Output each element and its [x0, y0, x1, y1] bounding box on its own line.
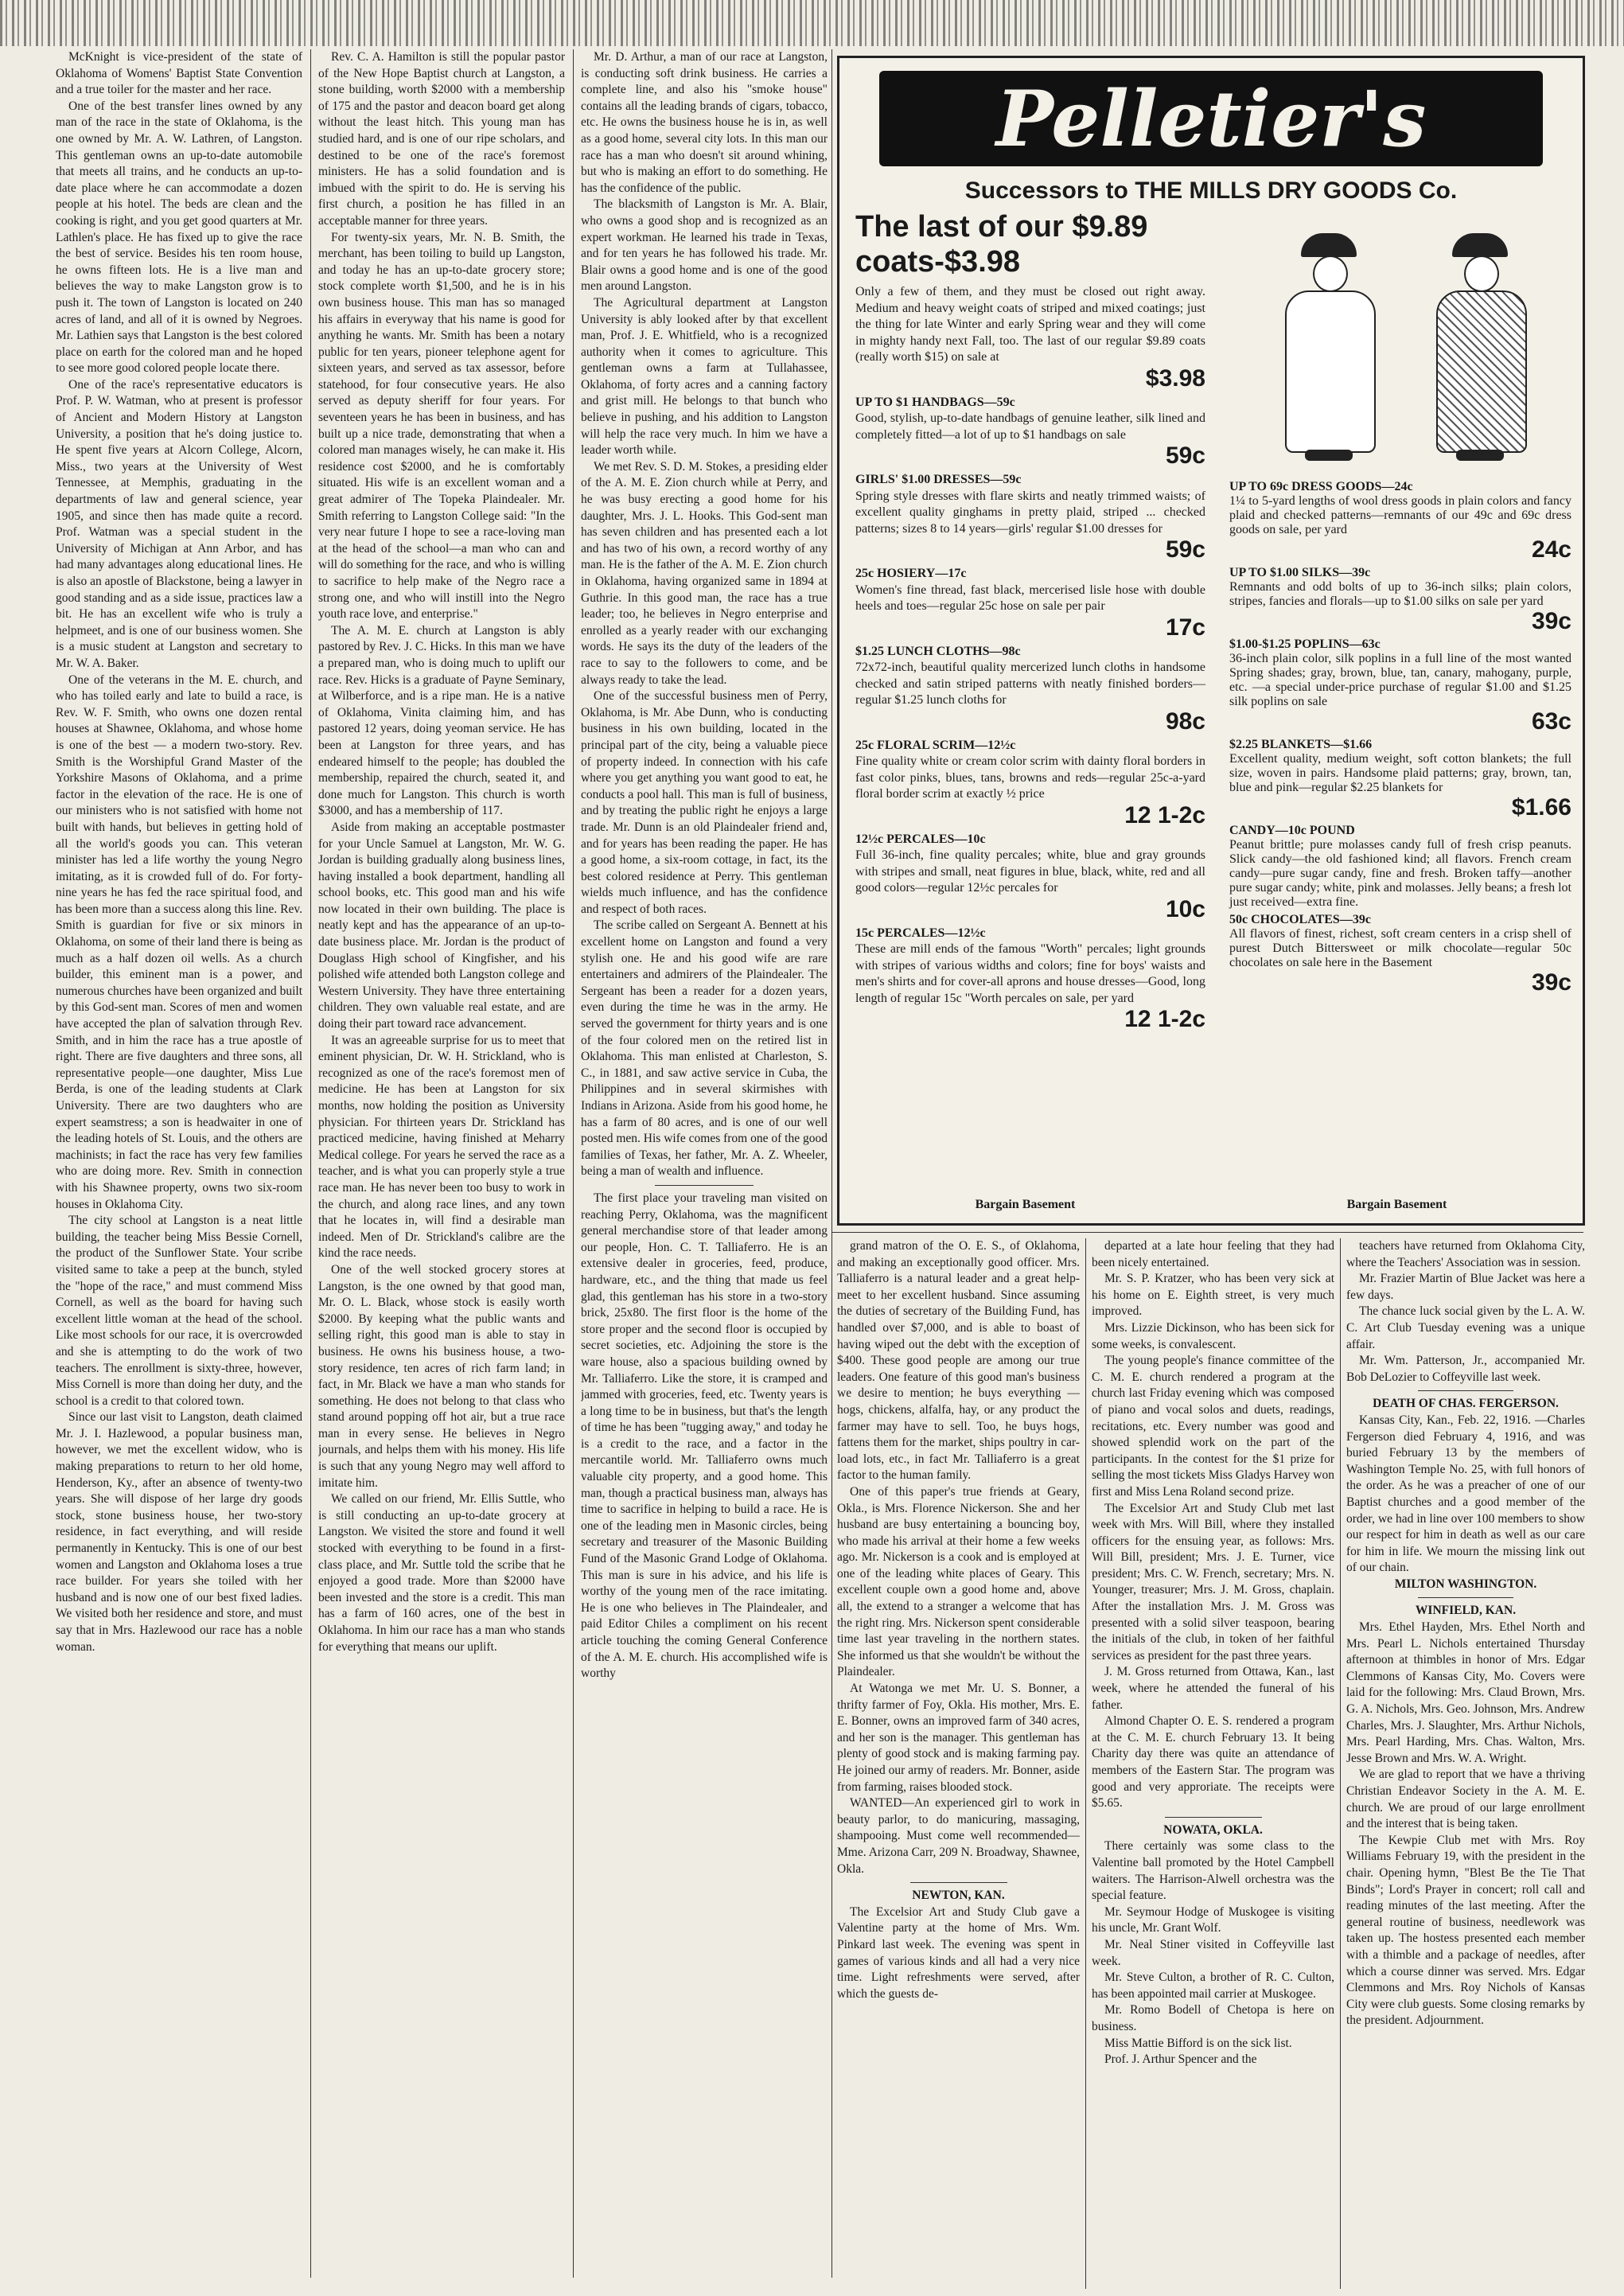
ad-item-body: Full 36-inch, fine quality percales; white, blue and gray grounds with stripes and small, neat figures in blue, black, white, red and all good colors—regular 12½c percales for	[855, 848, 1205, 895]
ad-item-price: $1.66	[1511, 794, 1571, 821]
article-paragraph: Miss Mattie Bifford is on the sick list.	[1104, 2036, 1292, 2050]
article-paragraph: The young people's finance committee of the C. M. E. church rendered a program at the church last Friday evening which was composed of piano and vocal solos and duets, readings, recitations, etc. Every number was good and showed splendid work on the part of the participants. In the contest for the $1 prize for selling the most tickets Miss Gladys Harvey won first and Miss Lena Roland second prize.	[1092, 1354, 1334, 1499]
ad-item-title: 25c FLORAL SCRIM—12½c	[855, 738, 1016, 752]
ad-right-column	[1229, 209, 1571, 999]
article-paragraph: For twenty-six years, Mr. N. B. Smith, the merchant, has been toiling to build up Langston, and today he has an up-to-date grocery store; stock complete worth $1,500, and he is in his own business house. This man has so managed his affairs in everyway that his name is good for anything he wants. Mr. Smith has been a notary public for ten years, pioneer telephone agent for sixteen years, and served as tax assessor, before statehood, for four consecutive years. He also served as deputy sheriff for four years. For seventeen years he has been in business, and has built up a nice trade, demonstrating that when a colored man manages wisely, he can make it. His residence cost $2000, and he is comfortably situated. His wife is an excellent woman and a great admirer of The Topeka Plaindealer. Mr. Smith referring to Langston College said: "In the very near future I hope to see a race-loving man at the head of the school—a man who can and will do something for the race, and who is willing to sacrifice to help make of the Negro race a strong one, and who will instill into the Negro youth race love, and enterprise."	[318, 230, 565, 622]
article-paragraph: The city school at Langston is a neat little building, the teacher being Miss Bessie Cornell, the product of the Sunflower State. Your scribe visited same to take a peep at the bunch, styled the "hope of the race," and must commend Miss Cornell, as well as the board for having such excellent little woman at the head of the school. Like most schools for our race, it is overcrowded and she is attempting to do the work of two teachers. The enrollment is sixty-three, however, Miss Cornell is more than doing her duty, and the school is a credit to that colored town.	[56, 1214, 302, 1408]
article-paragraph: The Excelsior Art and Study Club gave a Valentine party at the home of Mrs. Wm. Pinkard last week. The evening was spent in games of various kinds and all had a very nice time. Light refreshments were served, after which the guests de-	[837, 1904, 1080, 2001]
ad-item-price: 98c	[1165, 708, 1205, 735]
ad-item-title: UP TO $1.00 SILKS—39c	[1229, 566, 1371, 579]
ad-item	[1229, 738, 1571, 821]
ad-item-price: 24c	[1531, 536, 1571, 563]
ad-item-title: 50c CHOCOLATES—39c	[1229, 913, 1371, 926]
ad-item-title: UP TO 69c DRESS GOODS—24c	[1229, 480, 1413, 493]
woman-figure-icon	[1269, 233, 1388, 472]
ad-item	[855, 472, 1205, 563]
article-paragraph: Mr. Wm. Patterson, Jr., accompanied Mr. Bob DeLozier to Coffeyville last week.	[1346, 1354, 1585, 1384]
article-paragraph: Mrs. Ethel Hayden, Mrs. Ethel North and Mrs. Pearl L. Nichols entertained Thursday afternoon at thimbles in honor of Mrs. Edgar Clemmons of Kansas City, Mo. Covers were laid for the following: Mrs. Claud Brown, Mrs. G. A. Nichols, Mrs. Geo. Johnson, Mrs. Andrew Charles, Mrs. J. Slaughter, Mrs. Arthur Nichols, Mrs. Pearl Harding, Mrs. Chas. Walton, Mrs. Jesse Brown and Mrs. W. A. Wright.	[1346, 1620, 1585, 1765]
store-logo: Pelletier's	[879, 71, 1543, 166]
section-heading: WINFIELD, KAN.	[1415, 1604, 1517, 1618]
ad-item-title: 25c HOSIERY—17c	[855, 567, 967, 580]
ad-item	[855, 926, 1205, 1033]
ad-item-title: $2.25 BLANKETS—$1.66	[1229, 738, 1373, 751]
successors-line: Successors to THE MILLS DRY GOODS Co.	[964, 177, 1458, 204]
ad-item-body: 72x72-inch, beautiful quality mercerized lunch cloths in handsome checked and satin striped patterns with neatly finished borders—regular $1.25 lunch cloths for	[855, 661, 1205, 707]
ad-item-price: 63c	[1531, 708, 1571, 735]
ad-item-price: 17c	[1165, 614, 1205, 641]
article-paragraph: Mr. S. P. Kratzer, who has been very sick at his home on E. Eighth street, is very much improved.	[1092, 1272, 1334, 1319]
ad-item-body: 36-inch plain color, silk poplins in a full line of the most wanted Spring shades; gray, brown, blue, tan, canary, mahogany, purple, etc. —a special under-price purchase of regular $1.00 and $1.25 silk poplins on sale	[1229, 652, 1571, 708]
article-paragraph: Mr. D. Arthur, a man of our race at Langston, is conducting soft drink business. He carries a complete line, and also his "smoke house" contains all the leading brands of cigars, tobacco, etc. He owns the business house he is in, as well as a good home, several city lots. In this man our race has a man who doesn't sit around whining, but who is making an effort to do something. He has the confidence of the public.	[581, 50, 828, 195]
ad-footer	[839, 1198, 1583, 1212]
article-paragraph: The chance luck social given by the L. A. W. C. Art Club Tuesday evening was a unique affair.	[1346, 1304, 1585, 1351]
ad-item	[855, 644, 1205, 735]
article-paragraph: One of the veterans in the M. E. church, and who has toiled early and late to build a race, is Rev. W. F. Smith, who owns one dozen rental houses at Shawnee, Oklahoma, and whose home is one of the best — a modern two-story. Rev. Smith is the Worshipful Grand Master of the Yorkshire Masons of Oklahoma, and a prime factor in the elevation of the race. He is one of our ministers who is not satisfied with home not built with hands, but believes in getting hold of all the world's goods you can. This veteran minister has led a life worthy the young Negro imitating, as it is crowded full of do. For forty-nine years he has fed the race spiritual food, and has been more than a success along this line. Rev. Smith is guardian for five or six minors in Oklahoma, on some of their land there is being as much as a half dozen oil wells. As a church builder, this eminent man is a power, and numerous churches have been organized and built by this God-sent man. Scores of men and women have accepted the plan of salvation through Rev. Smith, and in him the race has a true apostle of right. There are five daughters and three sons, all representative people—one daughter, Miss Lue Berda, is one of the leading students at Clark University. There are two daughters who are expert seamstress; a son is headwaiter in one of the leading hotels of St. Louis, and the others are machinists; in fact the race has very few families who are doing more. Rev. Smith in connection with his Shawnee property, owns two six-room houses in Oklahoma City.	[56, 672, 302, 1211]
ad-item-title: CANDY—10c POUND	[1229, 824, 1355, 837]
ad-item	[1229, 913, 1571, 996]
bargain-basement-label: Bargain Basement	[1346, 1198, 1447, 1211]
ad-item-body: Remnants and odd bolts of up to 36-inch silks; plain colors, stripes, fancies and florals—up to $1.00 silks on sale per yard	[1229, 580, 1571, 608]
column-rule	[573, 49, 574, 2278]
article-paragraph: Mr. Frazier Martin of Blue Jacket was here a few days.	[1346, 1272, 1585, 1302]
ad-item-price: 12 1-2c	[1124, 801, 1205, 828]
ad-item	[855, 832, 1205, 922]
article-paragraph: J. M. Gross returned from Ottawa, Kan., last week, where he attended the funeral of his father.	[1092, 1665, 1334, 1712]
article-paragraph: We met Rev. S. D. M. Stokes, a presiding elder of the A. M. E. Zion church while at Perry, and he was busy erecting a good home for his daughter, Mrs. J. L. Hooks. This God-sent man has seven children and has presented each a lot and has two of his own, a record worthy of any man. He is the father of the A. M. E. Zion church in Oklahoma, having organized same in 1894 at Guthrie. In this good man, the race has a true leader; too, he believes in Negro enterprise and enrolled as a yearly reader with our exchanging words. He says its the duty of the leaders of the race to say to the followers to come, and be always ready to take the lead.	[581, 459, 828, 687]
article-paragraph: WANTED—An experienced girl to work in beauty parlor, to do manicuring, massaging, shampooing. Must come well recommended—Mme. Arizona Carr, 209 N. Broadway, Shawnee, Okla.	[837, 1796, 1080, 1876]
article-paragraph: We called on our friend, Mr. Ellis Suttle, who is still conducting an up-to-date grocery at Langston. We visited the store and found it well stocked with everything to be found in a first-class place, and Mr. Suttle told the scribe that he enjoyed a good trade. More than $2000 have been invested and the store is a credit. This man has a farm of 160 acres, one of the best in Oklahoma. In him our race has a man who stands for everything that means our uplift.	[318, 1492, 565, 1654]
ad-item-body: Good, stylish, up-to-date handbags of genuine leather, silk lined and completely fitted—a lot of up to $1 handbags on sale	[855, 411, 1205, 442]
divider	[910, 1882, 1007, 1883]
ad-item-price: 12 1-2c	[1124, 1006, 1205, 1032]
article-paragraph: McKnight is vice-president of the state of Oklahoma of Womens' Baptist State Convention and a true toiler for the master and her race.	[56, 50, 302, 97]
article-paragraph: Almond Chapter O. E. S. rendered a program at the C. M. E. church February 13. It being Charity day there was quite an attendance of members of the Eastern Star. The program was good and very approriate. The receipts were $5.65.	[1092, 1714, 1334, 1811]
article-paragraph: Rev. C. A. Hamilton is still the popular pastor of the New Hope Baptist church at Langston, a stone building, worth $2000 with a membership of 175 and the pastor and deacon board get along without the least hitch. This young man has studied hard, and is one of our ripe scholars, and destined to be one of the race's foremost ministers. He has a solid foundation and is imbued with the spirit to do. He is serving his first church, a position he has filled in an acceptable manner for three years.	[318, 50, 565, 228]
article-paragraph: We are glad to report that we have a thriving Christian Endeavor Society in the A. M. E. church. We are proud of our large enrollment and the interest that is being taken.	[1346, 1768, 1585, 1831]
ad-item-title: $1.00-$1.25 POPLINS—63c	[1229, 637, 1381, 651]
column-6	[1346, 1238, 1585, 2289]
article-paragraph: Mr. Romo Bodell of Chetopa is here on business.	[1092, 2003, 1334, 2033]
ad-item-body: Spring style dresses with flare skirts and neatly trimmed waists; of excellent quality ginghams in pretty plaid, striped ... checked patterns; sizes 8 to 14 years—girls' regular $1.00 dresses for	[855, 489, 1205, 536]
ad-item-body: Fine quality white or cream color scrim with dainty floral borders in fast color pinks, blues, tans, browns and reds—regular 25c-a-yard floral border scrim at exactly ½ price	[855, 754, 1205, 801]
column-4	[837, 1238, 1080, 2289]
ad-item-price: 59c	[1165, 442, 1205, 469]
divider	[1418, 1597, 1513, 1598]
article-paragraph: Mrs. Lizzie Dickinson, who has been sick for some weeks, is convalescent.	[1092, 1320, 1334, 1351]
ad-item-price: 10c	[1165, 895, 1205, 922]
ad-item	[1229, 480, 1571, 563]
column-3	[581, 49, 828, 2278]
ad-left-column	[855, 209, 1205, 1035]
ad-intro-item	[855, 284, 1205, 392]
divider	[655, 1185, 754, 1186]
section-heading: NOWATA, OKLA.	[1163, 1822, 1263, 1837]
ad-item-body: These are mill ends of the famous "Worth" percales; light grounds with stripes of various widths and colors; fine for boys' waists and men's shirts and for cover-all aprons and house dresses—Good, long length of regular 15c "Worth percales on sale, per yard	[855, 942, 1205, 1005]
divider	[1418, 1390, 1513, 1391]
article-paragraph: The Kewpie Club met with Mrs. Roy Williams February 19, with the president in the chair. Opening hymn, "Blest Be the Tie That Binds"; Lord's Prayer in concert; roll call and reading minutes of the last meeting. After the general routine of business, needlework was taken up. The hostess presented each member with a thimble and a package of needles, after which a course dinner was served. Mrs. Edgar Clemmons and Mrs. Roy Nichols of Kansas City were club guests. Some closing remarks by the president. Adjournment.	[1346, 1833, 1585, 2028]
article-paragraph: There certainly was some class to the Valentine ball promoted by the Hotel Campbell waiters. The Harrison-Alwell orchestra was the special feature.	[1092, 1839, 1334, 1903]
ad-item-title: 12½c PERCALES—10c	[855, 832, 986, 846]
ad-item-body: All flavors of finest, richest, soft cream centers in a crisp shell of purest Dutch Bittersweet or milk chocolate—regular 50c chocolates on sale here in the Basement	[1229, 927, 1571, 969]
divider	[1165, 1817, 1262, 1818]
article-paragraph: Aside from making an acceptable postmaster for your Uncle Samuel at Langston, Mr. W. G. Jordan is building gradually along business lines, having installed a book department, handling all school books, etc. This good man and his wife now located in their own building. The place is neatly kept and has the appearance of an up-to-date business place. Mr. Jordan is the product of Douglass High school of Kingfisher, and his polished wife attended both Langston college and Western University. They have three entertaining children. They own valuable real estate, and are doing their part toward race advancement.	[318, 820, 565, 1031]
pelletiers-advertisement	[837, 56, 1585, 1226]
section-heading: NEWTON, KAN.	[912, 1889, 1005, 1903]
column-rule	[831, 49, 832, 2278]
torn-top-edge	[0, 0, 1624, 46]
article-paragraph: Kansas City, Kan., Feb. 22, 1916. —Charles Fergerson died February 4, 1916, and was buried February 13 by the members of Washington Temple No. 25, with full honors of the order. As he was a preacher of one of our Baptist churches and a good member of the order, we had in line over 100 members to show our respect for him in death as well as our care for him in life. We mourn the missing link out of our chain.	[1346, 1413, 1585, 1575]
article-paragraph: One of this paper's true friends at Geary, Okla., is Mrs. Florence Nickerson. She and her husband are busy entertaining a bouncing boy, who made his arrival at their home a few weeks ago. Mr. Nickerson is a cook and is employed at one of the leading white places of Geary. This excellent couple own a good home and, above all, the extend to a stranger a welcome that has the right ring. Mrs. Nickerson spent considerable time last year traveling in the northern states. She informed us that she wouldn't be without the Plaindealer.	[837, 1484, 1080, 1679]
woman-figure-icon	[1420, 233, 1540, 472]
ad-item	[1229, 566, 1571, 634]
ad-item-price: 59c	[1165, 536, 1205, 563]
article-paragraph: Prof. J. Arthur Spencer and the	[1104, 2052, 1257, 2067]
ad-item-body: Women's fine thread, fast black, mercerised lisle hose with double heels and toes—regular 25c hose on sale per pair	[855, 583, 1205, 613]
column-rule	[1085, 1238, 1086, 2289]
ad-headline: The last of our $9.89 coats-$3.98	[855, 210, 1148, 279]
article-paragraph: One of the best transfer lines owned by any man of the race in the state of Oklahoma, is the one owned by Mr. A. W. Lathren, of Langston. This gentleman owns an up-to-date automobile that meets all trains, and he conducts an up-to-date place where he can accommodate a dozen people at his hotel. The beds are clean and the cooking is right, and you get good quarters at Mr. Lathlen's place. He has fixed up to give the race the best of service. Besides his ten room house, he owns fifteen lots. He is a live man and believes the way to make Langston grow is to push it. The town of Langston is located on 240 acres of land, and all of it is owned by Negroes. Mr. Lathien says that Langston is the best colored place on earth for the colored man and he hoped to see more good colored people locate there.	[56, 99, 302, 376]
column-rule	[310, 49, 311, 2278]
bargain-basement-label: Bargain Basement	[975, 1198, 1076, 1211]
article-paragraph: The scribe called on Sergeant A. Bennett at his excellent home on Langston and found a very stylish one. He and his good wife are rare entertainers and admirers of the Plaindealer. The Sergeant has been a reader for a dozen years, even during the time he was in the army. He served the government for thirty years and is one of the four colored men on the retired list in Oklahoma. This man enlisted at Charleston, S. C., in 1881, and saw active service in Cuba, the Philippines and in several skirmishes with Indians in Arizona. Aside from his good home, he has a farm of 80 acres, and is one of our well posted men. His wife comes from one of the good families of Texas, her father, Mr. A. Z. Wheeler, being a man of wealth and influence.	[581, 918, 828, 1179]
ad-item	[855, 738, 1205, 828]
signature: MILTON WASHINGTON.	[1394, 1577, 1537, 1591]
ad-item	[1229, 637, 1571, 735]
article-paragraph: The blacksmith of Langston is Mr. A. Blair, who owns a good shop and is recognized as an expert workman. He learned his trade in Texas, and for ten years he has followed his trade. Mr. Blair owns a good home and is one of the good men around Langston.	[581, 197, 828, 294]
ad-item-body: Peanut brittle; pure molasses candy full of fresh crisp peanuts. Slick candy—the old fashioned kind; all flavors. French cream candy—pure sugar candy, fine and fresh. Broken taffy—another pure sugar candy; white, pink and molasses. Jelly beans; a fresh lot just received—extra fine.	[1229, 838, 1571, 909]
ad-item-title: $1.25 LUNCH CLOTHS—98c	[855, 644, 1021, 658]
article-paragraph: It was an agreeable surprise for us to meet that eminent physician, Dr. W. H. Strickland, who is recognized as one of the race's foremost men of medicine. He has been at Langston for six months, now holding the position as University physician. For thirteen years Dr. Strickland has practiced medicine, having finished at Meharry Medical college. For years he served the race as a teacher, and is what you can properly style a true race man. He has never been too busy to work in the church, and along race lines, and any town that he locates in, will find a desirable man indeed. Men of Dr. Strickland's calibre are the kind the race needs.	[318, 1033, 565, 1261]
ad-item	[855, 395, 1205, 470]
ad-item	[855, 566, 1205, 641]
ad-item	[1229, 824, 1571, 910]
article-paragraph: Since our last visit to Langston, death claimed Mr. J. I. Hazlewood, a popular business man, however, we met the excellent widow, who is making preparations to return to her old home, Henderson, Ky., after an absence of twenty-two years. She will dispose of her large dry goods stock, stone business house, her two-story residence, in fact everything, and will reside permanently in Kentucky. This is one of our best women and Langston and Oklahoma loses a true race builder. For years she toiled with her husband and is now one of our best fixed ladies. We visited both her residence and store, and must say that in Mrs. Hazlewood our race has a noble woman.	[56, 1410, 302, 1654]
ad-item-price: 39c	[1531, 608, 1571, 634]
article-paragraph: The first place your traveling man visited on reaching Perry, Oklahoma, was the magnificent general merchandise store of that leader among our people, Hon. C. T. Talliaferro. He is an extensive dealer in groceries, feed, produce, hardware, etc., and the thing that made us feel glad, this gentleman has his store in a two-story brick, 25x80. The first floor is the home of the store proper and the second floor is occupied by secret societies, etc. Adjoining the store is the ware house, also a spacious building owned by Mr. Talliaferro. Like the store, it is cramped and jammed with groceries, feed, etc. Twenty years is a long time to be in business, but that's the length of time he has been "tugging away," and today he is a credit to the race, and a factor in the mercantile world. Mr. Talliaferro owns much valuable city property, and a good home. This man, though a practical business man, always has time to sacrifice in helping to build a race. He is one of the leading men in Masonic circles, being secretary and treasurer of the Masonic Building Fund of the Masonic Grand Lodge of Oklahoma. This man is sure in his advice, and his life is worthy of the young men of the race imitating. He is one who believes in The Plaindealer, and paid Editor Chiles a compliment on his recent article touching the coming General Conference of the A. M. E. church. His accomplished wife is worthy	[581, 1191, 828, 1681]
column-1	[56, 49, 302, 2278]
ad-item-title: GIRLS' $1.00 DRESSES—59c	[855, 473, 1022, 486]
column-2	[318, 49, 565, 2278]
ad-item-body: 1¼ to 5-yard lengths of wool dress goods in plain colors and fancy plaid and checked patterns—remnants of our 49c and 69c dress goods on sale, per yard	[1229, 494, 1571, 536]
section-rule	[831, 1232, 1583, 1233]
article-paragraph: The Agricultural department at Langston University is ably looked after by that excellent man, Prof. J. E. Whitfield, who is a recognized authority when it comes to agriculture. This gentleman owns a farm at Tullahassee, Oklahoma, of forty acres and a canning factory and grist mill. He belongs to that bunch who believe in pushing, and his addition to Langston will help the race very much. In him we have a leader worth while.	[581, 295, 828, 458]
ad-intro-price: $3.98	[1145, 364, 1205, 392]
article-paragraph: departed at a late hour feeling that they had been nicely entertained.	[1092, 1239, 1334, 1269]
column-rule	[1340, 1238, 1341, 2289]
article-paragraph: The A. M. E. church at Langston is ably pastored by Rev. J. C. Hicks. In this man we have a prepared man, who is doing much to uplift our race. Rev. Hicks is a graduate of Payne Seminary, at Wilberforce, and is a ripe man. He is a native of Oklahoma, Vinita claiming him, and has pastored 12 years, doing yeoman service. He has been at Langston for three years, and has endeared himself to the people; has doubled the membership, repaired the church, seated it, and done much for Langston. This church is worth $3000, and has a membership of 117.	[318, 623, 565, 818]
ad-item-body: Excellent quality, medium weight, soft cotton blankets; the full size, woven in pairs. Handsome plaid patterns; gray, brown, tan, blue and pink—regular $2.25 blankets for	[1229, 752, 1571, 794]
ad-item-price: 39c	[1531, 969, 1571, 996]
article-paragraph: grand matron of the O. E. S., of Oklahoma, and making an exceptionally good officer. Mrs. Talliaferro is a natural leader and a great help-meet to her excellent husband. Since assuming the duties of secretary of the Building Fund, has handled over $7,000, and is able to boast of having wiped out the debt with the exception of $400. These good people are among our true leaders. One feature of this good man's business we desire to mention; he buys everything —hogs, chickens, alfalfa, hay, or any product the farmer may have to sell. Too, he buys hogs, fattens them for the market, ships poultry in car-load lots, etc., in fact Mr. Talliaferro is a great factor to the human family.	[837, 1239, 1080, 1483]
section-heading: DEATH OF CHAS. FERGERSON.	[1373, 1397, 1559, 1411]
coat-illustration	[1229, 209, 1571, 480]
column-5	[1092, 1238, 1334, 2289]
article-paragraph: Mr. Neal Stiner visited in Coffeyville last week.	[1092, 1937, 1334, 1968]
article-paragraph: One of the race's representative educators is Prof. P. W. Watman, who at present is professor of Ancient and Modern History at Langston University, a position that he's doing justice to. He spent five years at Alcorn College, Alcorn, Miss., two years at the University of West Tennessee, at Memphis, graduating in the departments of law and general science, year 1905, and since then has made quite a record. Prof. Watman was a special student in the University of Michigan at Ann Arbor, and has had many advantages along educational lines. He is also an apostle of Blackstone, being a lawyer in good standing and as a side issue, practices law a bit. He has an excellent wife who is truly a helpmeet, and is one of our business women. She is a music student at Langston and secretary to Mr. W. A. Baker.	[56, 377, 302, 670]
ad-intro-text: Only a few of them, and they must be closed out right away. Medium and heavy weight coats of striped and mixed coatings; just the thing for late Winter and early Spring wear and they will come in mighty handy next Fall, too. The last of our regular $9.89 coats (really worth $15) on sale at	[855, 285, 1205, 364]
article-paragraph: Mr. Steve Culton, a brother of R. C. Culton, has been appointed mail carrier at Muskogee.	[1092, 1971, 1334, 2001]
ad-item-title: 15c PERCALES—12½c	[855, 926, 986, 940]
article-paragraph: One of the well stocked grocery stores at Langston, is the one owned by that good man, Mr. O. L. Black, whose stock is easily worth $2000. By keeping what the public wants and selling right, this good man is able to stay in business. He owns his business house, a two-story residence, ten acres of rich farm land; in fact, in Mr. Black we have a man who stands for something. He does not belong to that class who stand around popping off hot air, but a true race man in every sense. He believes in Negro journals, and helps them with his money. His life is such that any young Negro may well afford to imitate him.	[318, 1262, 565, 1490]
article-paragraph: teachers have returned from Oklahoma City, where the Teachers' Association was in session.	[1346, 1239, 1585, 1269]
ad-item-title: UP TO $1 HANDBAGS—59c	[855, 395, 1015, 409]
article-paragraph: One of the successful business men of Perry, Oklahoma, is Mr. Abe Dunn, who is conducting business in his own building, located in the principal part of the city, being a valuable piece of property indeed. In connection with his cafe where you get anything you want good to eat, he conducts a pool hall. This man is full of business, and by treating the public right he enjoys a large trade. Mr. Dunn is an old Plaindealer friend and, and for years has been reading the paper. He has a good home, a six-room cottage, in fact, its the best colored residence at Perry. This gentleman wields much influence, and has the confidence and respect of both races.	[581, 689, 828, 916]
article-paragraph: The Excelsior Art and Study Club met last week with Mrs. Will Bill, where they installed officers for the ensuing year, as follows: Mrs. Will Bill, president; Mrs. J. E. Turner, vice president; Mrs. C. W. French, secretary; Mrs. N. Younger, treasurer; Mrs. J. M. Gross, chaplain. After the installation Mrs. J. M. Gross was presented with a solid silver teaspoon, bearing the initials of the club, in token of her faithful services as president for the past three years.	[1092, 1501, 1334, 1663]
article-paragraph: At Watonga we met Mr. U. S. Bonner, a thrifty farmer of Foy, Okla. His mother, Mrs. E. E. Bonner, owns an improved farm of 340 acres, and her son is the manager. This gentleman has plenty of good stock and is making farming pay. He joined our army of readers. Mr. Bonner, aside from farming, raises blooded stock.	[837, 1682, 1080, 1794]
article-paragraph: Mr. Seymour Hodge of Muskogee is visiting his uncle, Mr. Grant Wolf.	[1092, 1904, 1334, 1935]
